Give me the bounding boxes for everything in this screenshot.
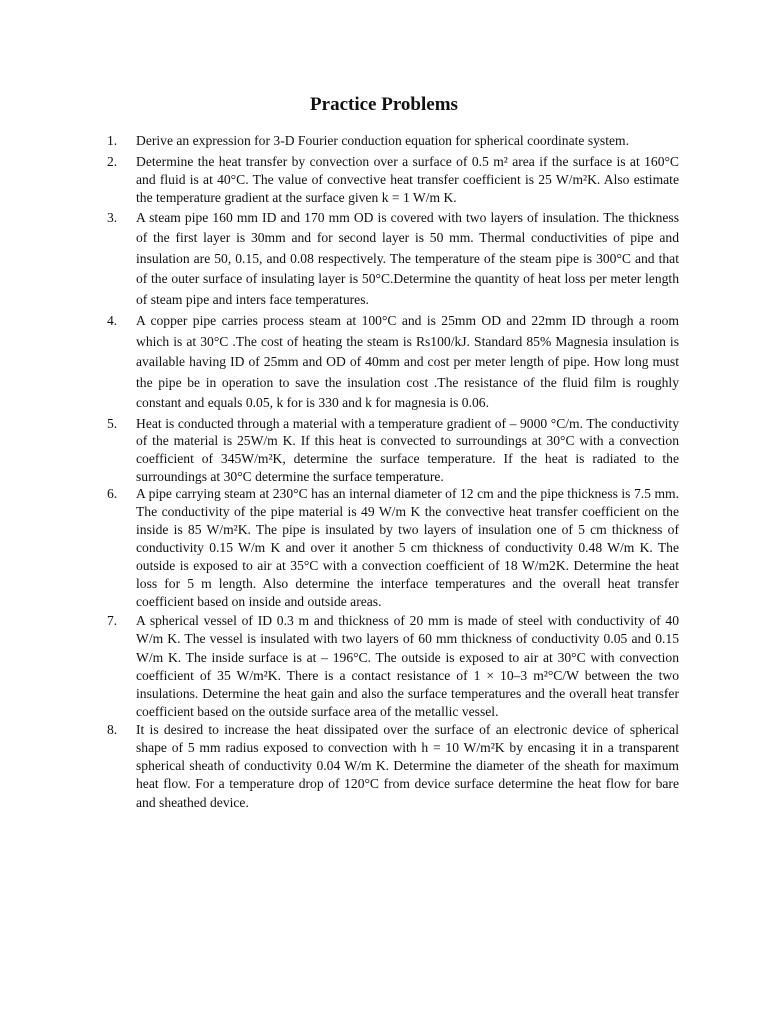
problem-item-1 bbox=[107, 131, 679, 152]
problem-number: 7. bbox=[107, 613, 118, 629]
problem-item-7 bbox=[107, 612, 679, 721]
problem-list bbox=[107, 131, 679, 812]
problem-number: 3. bbox=[107, 209, 118, 225]
problem-text: A steam pipe 160 mm ID and 170 mm OD is covered with two layers of insulation. The thickness of the first layer is 30mm and for second layer is 50 mm. Thermal conductivities of pipe and insulation are 50, 0.15, and 0.08 respectively. The temperature of the steam pipe is 300°C and that of the outer surface of insulating layer is 50°C.Determine the quantity of heat loss per meter length of steam pipe and inters face temperatures. bbox=[136, 209, 679, 307]
problem-text: Heat is conducted through a material with a temperature gradient of – 9000 °C/m. The conductivity of the material is 25W/m K. If this heat is convected to surroundings at 30°C with a convection coefficient of 345W/m²K, determine the surface temperature. If the heat is radiated to the surroundings at 30°C determine the surface temperature. bbox=[136, 415, 679, 484]
problem-item-4 bbox=[107, 311, 679, 414]
problem-item-8 bbox=[107, 721, 679, 812]
problem-item-2 bbox=[107, 153, 679, 207]
problem-text: Derive an expression for 3-D Fourier conduction equation for spherical coordinate system. bbox=[136, 133, 629, 148]
problem-number: 8. bbox=[107, 721, 118, 737]
problem-number: 2. bbox=[107, 153, 118, 169]
problem-item-5 bbox=[107, 415, 679, 486]
page-title: Practice Problems bbox=[310, 94, 458, 115]
problem-text: It is desired to increase the heat dissipated over the surface of an electronic device of spherical shape of 5 mm radius exposed to convection with h = 10 W/m²K by encasing it in a transparent spherical sheath of conductivity 0.04 W/m K. Determine the diameter of the sheath for maximum heat flow. For a temperature drop of 120°C from device surface determine the heat flow for bare and sheathed device. bbox=[136, 721, 679, 810]
problem-item-3 bbox=[107, 208, 679, 311]
problem-number: 5. bbox=[107, 415, 118, 431]
problem-text: A copper pipe carries process steam at 100°C and is 25mm OD and 22mm ID through a room which is at 30°C .The cost of heating the steam is Rs100/kJ. Standard 85% Magnesia insulation is available having ID of 25mm and OD of 40mm and cost per meter length of pipe. How long must the pipe be in operation to save the insulation cost .The resistance of the fluid film is roughly constant and equals 0.05, k for is 330 and k for magnesia is 0.06. bbox=[136, 313, 679, 410]
problem-number: 4. bbox=[107, 313, 118, 328]
problem-number: 6. bbox=[107, 486, 118, 502]
problem-number: 1. bbox=[107, 133, 118, 148]
problem-item-6 bbox=[107, 485, 679, 611]
problem-text: A pipe carrying steam at 230°C has an internal diameter of 12 cm and the pipe thickness is 7.5 mm. The conductivity of the pipe material is 49 W/m K the convective heat transfer coefficient on the inside is 85 W/m²K. The pipe is insulated by two layers of insulation one of 5 cm thickness of conductivity 0.15 W/m K and over it another 5 cm thickness of conductivity 0.48 W/m K. The outside is exposed to air at 35°C with a convection coefficient of 18 W/m2K. Determine the heat loss for 5 m length. Also determine the interface temperatures and the overall heat transfer coefficient based on inside and outside areas. bbox=[136, 486, 679, 610]
problem-text: A spherical vessel of ID 0.3 m and thickness of 20 mm is made of steel with conductivity of 40 W/m K. The vessel is insulated with two layers of 60 mm thickness of conductivity 0.05 and 0.15 W/m K. The inside surface is at – 196°C. The outside is exposed to air at 30°C with convection coefficient of 35 W/m²K. There is a contact resistance of 1 × 10–3 m²°C/W between the two insulations. Determine the heat gain and also the surface temperatures and the overall heat transfer coefficient based on the outside surface area of the metallic vessel. bbox=[136, 613, 679, 719]
problem-text: Determine the heat transfer by convection over a surface of 0.5 m² area if the surface is at 160°C and fluid is at 40°C. The value of convective heat transfer coefficient is 25 W/m²K. Also estimate the temperature gradient at the surface given k = 1 W/m K. bbox=[136, 153, 679, 205]
